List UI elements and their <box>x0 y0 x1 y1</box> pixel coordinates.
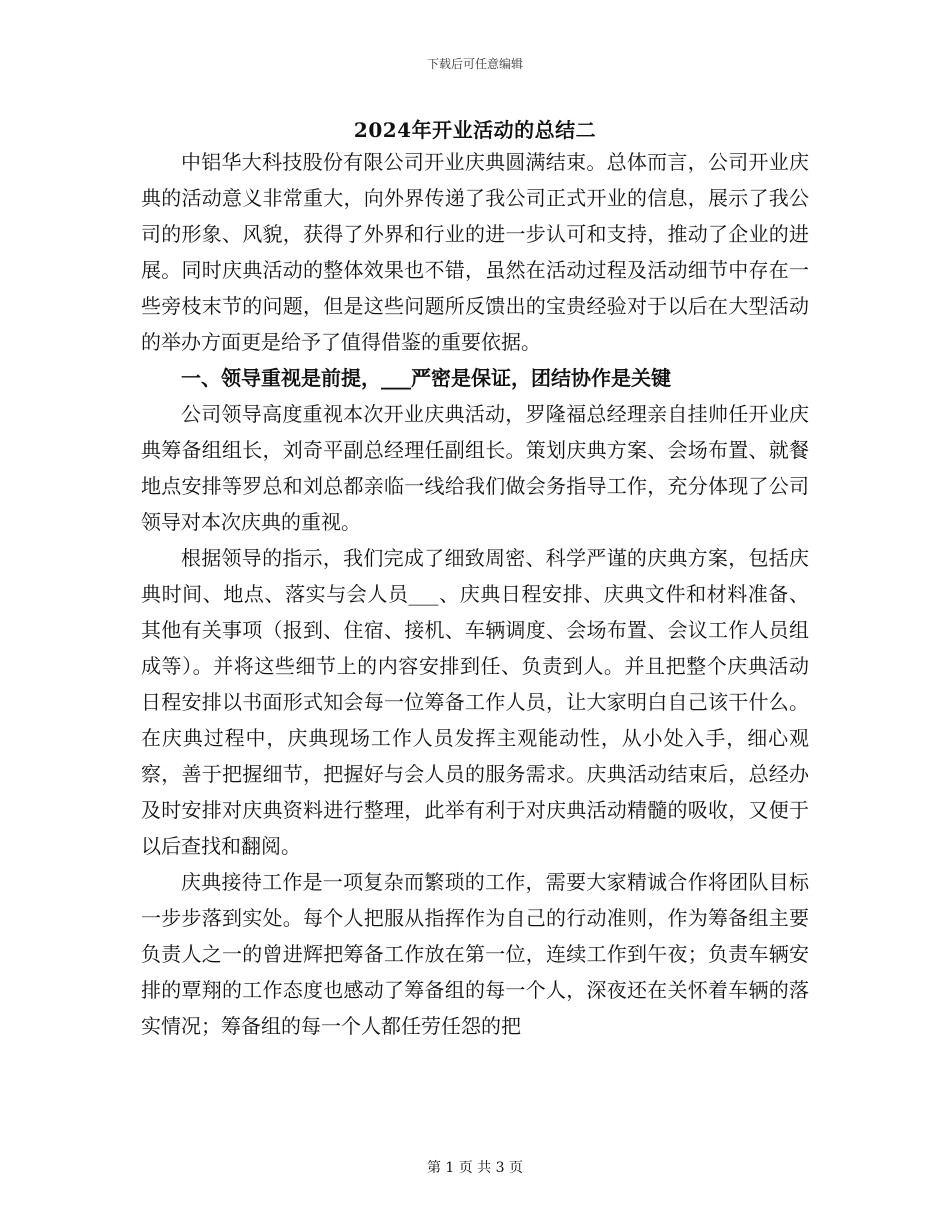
paragraph-leadership: 公司领导高度重视本次开业庆典活动，罗隆福总经理亲自挂帅任开业庆典筹备组组长，刘奇平副总经理任副组长。策划庆典方案、会场布置、就餐地点安排等罗总和刘总都亲临一线给我们做会务指导工作，充分体现了公司领导对本次庆典的重视。 <box>141 402 809 534</box>
header-note: 下载后可任意编辑 <box>426 57 523 71</box>
paragraph-intro: 中铝华大科技股份有限公司开业庆典圆满结束。总体而言，公司开业庆典的活动意义非常重大，向外界传递了我公司正式开业的信息，展示了我公司的形象、风貌，获得了外界和行业的进一步认可和支持，推动了企业的进展。同时庆典活动的整体效果也不错，虽然在活动过程及活动细节中存在一些旁枝末节的问题，但是这些问题所反馈出的宝贵经验对于以后在大型活动的举办方面更是给予了值得借鉴的重要依据。 <box>141 150 809 354</box>
document-body <box>141 144 809 1044</box>
section-heading: 一、领导重视是前提，___严密是保证，团结协作是关键 <box>181 366 671 390</box>
paragraph-teamwork: 庆典接待工作是一项复杂而繁琐的工作，需要大家精诚合作将团队目标一步步落到实处。每个人把服从指挥作为自己的行动准则，作为筹备组主要负责人之一的曾进辉把筹备工作放在第一位，连续工作到午夜；负责车辆安排的覃翔的工作态度也感动了筹备组的每一个人，深夜还在关怀着车辆的落实情况；筹备组的每一个人都任劳任怨的把 <box>141 870 809 1038</box>
page-number: 第 1 页 共 3 页 <box>426 1160 524 1176</box>
paragraph-plan: 根据领导的指示，我们完成了细致周密、科学严谨的庆典方案，包括庆典时间、地点、落实与会人员___、庆典日程安排、庆典文件和材料准备、其他有关事项（报到、住宿、接机、车辆调度、会场布置、会议工作人员组成等）。并将这些细节上的内容安排到任、负责到人。并且把整个庆典活动日程安排以书面形式知会每一位筹备工作人员，让大家明白自己该干什么。在庆典过程中，庆典现场工作人员发挥主观能动性，从小处入手，细心观察，善于把握细节，把握好与会人员的服务需求。庆典活动结束后，总经办及时安排对庆典资料进行整理，此举有利于对庆典活动精髓的吸收，又便于以后查找和翻阅。 <box>141 546 809 858</box>
document-title: 2024年开业活动的总结二 <box>353 118 597 142</box>
